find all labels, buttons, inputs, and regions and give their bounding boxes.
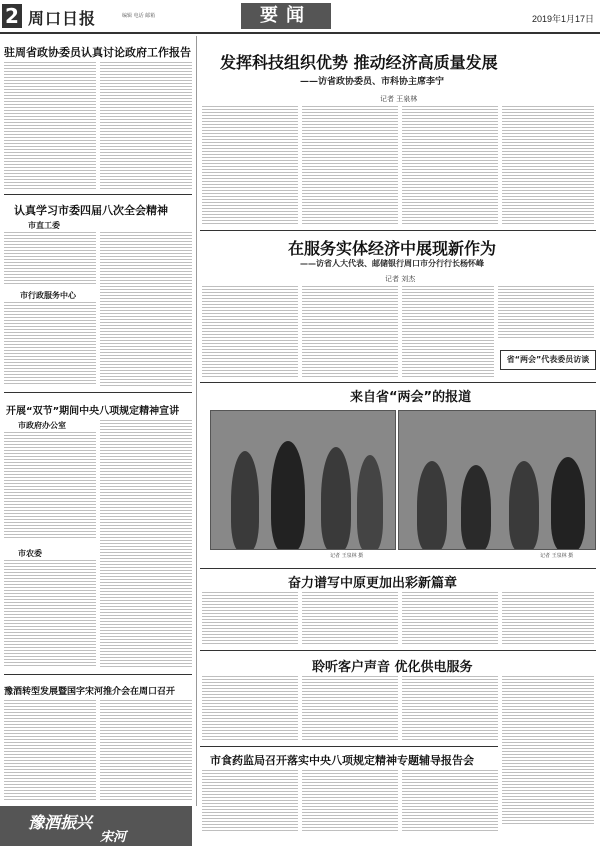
banner-line2: 宋河	[100, 830, 127, 845]
article-body-bank-col2	[302, 286, 398, 378]
divider	[200, 568, 596, 569]
ad-banner	[0, 806, 192, 846]
masthead	[0, 0, 600, 32]
headline-bank: 在服务实体经济中展现新作为	[288, 239, 497, 258]
subhead-agri: 市农委	[18, 549, 42, 558]
article-body-chapter-col2	[302, 592, 398, 644]
divider	[4, 194, 192, 195]
article-body-science-col3	[402, 106, 498, 226]
article-body-lecture-a	[4, 432, 96, 540]
article-body-science-col2	[302, 106, 398, 226]
article-body-study-a	[4, 232, 96, 284]
article-body-study-col2	[100, 232, 192, 386]
divider	[200, 746, 498, 747]
headline-bank-sub: ——访省人大代表、邮储银行周口市分行行长杨怀峰	[300, 259, 484, 268]
divider	[200, 230, 596, 231]
header-rule	[0, 32, 600, 34]
column-tag: 省“两会”代表委员访谈	[500, 350, 596, 370]
article-body-fda-col3	[402, 770, 498, 832]
headline-power: 聆听客户声音 优化供电服务	[312, 660, 473, 675]
photo-right-credit: 记者 王泉林 摄	[540, 553, 574, 559]
article-body-power-col1	[202, 676, 298, 742]
article-body-chapter-col3	[402, 592, 498, 644]
article-body-cppcc-col2	[100, 62, 192, 190]
headline-chapter: 奋力谱写中原更加出彩新篇章	[288, 576, 458, 591]
subhead-organ: 市直工委	[28, 221, 60, 230]
divider	[200, 382, 596, 383]
divider	[4, 674, 192, 675]
article-body-cppcc-col1	[4, 62, 96, 190]
headline-fda: 市食药监局召开落实中央八项规定精神专题辅导报告会	[210, 754, 474, 767]
article-body-liquor-col1	[4, 700, 96, 800]
byline-science: 记者 王泉林	[380, 95, 418, 103]
article-title-lecture: 开展“双节”期间中央八项规定精神宣讲	[6, 406, 180, 417]
news-photo-right	[398, 410, 596, 550]
article-body-chapter-col1	[202, 592, 298, 644]
article-title-liquor: 豫酒转型发展暨国字宋河推介会在周口召开	[4, 687, 176, 697]
article-body-science-col4	[502, 106, 594, 226]
headline-science: 发挥科技组织优势 推动经济高质量发展	[220, 53, 498, 72]
article-body-bank-col4	[498, 286, 594, 338]
news-photo-left	[210, 410, 396, 550]
issue-date: 2019年1月17日	[531, 14, 594, 24]
subhead-gov-office: 市政府办公室	[18, 421, 66, 430]
headline-science-sub: ——访省政协委员、市科协主席李宁	[300, 77, 445, 87]
article-body-lecture-b	[4, 560, 96, 668]
article-body-power-col4	[502, 676, 594, 826]
page-number: 2	[2, 4, 22, 28]
article-body-lecture-col2	[100, 420, 192, 668]
photo-section-title: 来自省“两会”的报道	[350, 390, 472, 405]
banner-line1: 豫酒振兴	[28, 813, 93, 832]
paper-name: 周口日报	[28, 9, 97, 28]
article-body-fda-col1	[202, 770, 298, 832]
divider	[200, 650, 596, 651]
divider	[4, 392, 192, 393]
article-body-study-b	[4, 302, 96, 386]
article-body-fda-col2	[302, 770, 398, 832]
byline-bank: 记者 刘杰	[385, 275, 416, 283]
article-body-power-col2	[302, 676, 398, 742]
article-body-science-col1	[202, 106, 298, 226]
section-title: 要闻	[241, 3, 331, 29]
article-title-cppcc: 驻周省政协委员认真讨论政府工作报告	[4, 46, 191, 59]
article-body-bank-col3	[402, 286, 494, 378]
article-body-chapter-col4	[502, 592, 594, 644]
article-body-liquor-col2	[100, 700, 192, 800]
photo-left-credit: 记者 王泉林 摄	[330, 553, 364, 559]
article-title-study: 认真学习市委四届八次全会精神	[14, 204, 168, 217]
header-meta: 编辑 电话 邮箱	[122, 13, 156, 19]
article-body-bank-col1	[202, 286, 298, 378]
article-body-power-col3	[402, 676, 498, 742]
subhead-service-center: 市行政服务中心	[20, 291, 76, 300]
column-divider	[196, 36, 197, 806]
